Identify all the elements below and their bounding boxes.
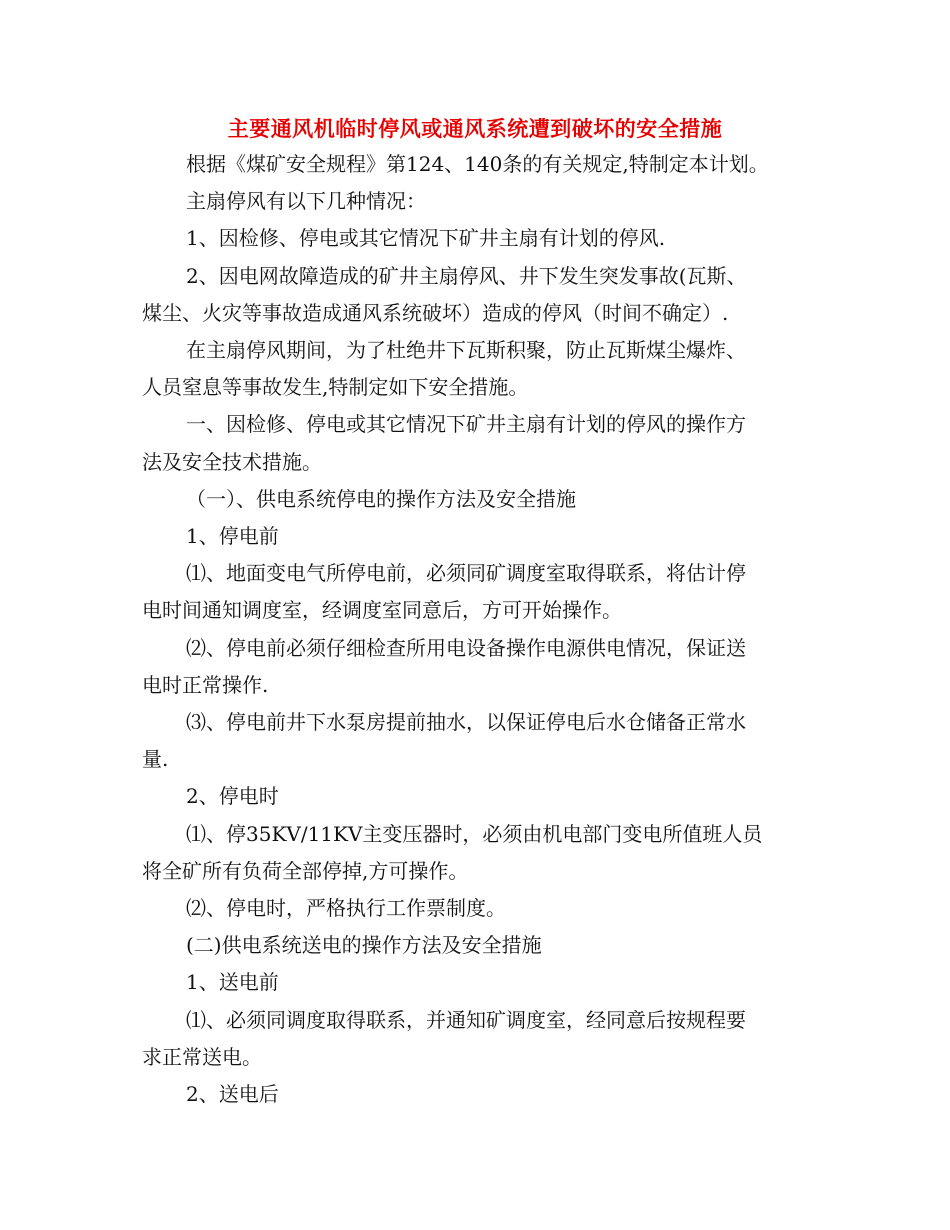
paragraph-line: 2、因电网故障造成的矿井主扇停风、井下发生突发事故(瓦斯、 — [186, 263, 747, 288]
paragraph-line: 人员窒息等事故发生,特制定如下安全措施。 — [142, 375, 529, 400]
paragraph-line: 在主扇停风期间，为了杜绝井下瓦斯积聚，防止瓦斯煤尘爆炸、 — [186, 338, 746, 363]
subsection-heading: (二)供电系统送电的操作方法及安全措施 — [186, 933, 542, 958]
paragraph-line: ⑴、地面变电气所停电前，必须同矿调度室取得联系，将估计停 — [186, 561, 746, 586]
paragraph-line: ⑵、停电前必须仔细检查所用电设备操作电源供电情况，保证送 — [186, 635, 746, 660]
paragraph-line: 主扇停风有以下几种情况： — [186, 189, 426, 214]
item-heading: 2、送电后 — [186, 1082, 279, 1107]
paragraph-line: 求正常送电。 — [142, 1044, 262, 1069]
paragraph-line: 量. — [142, 747, 169, 772]
document-title: 主要通风机临时停风或通风系统遭到破坏的安全措施 — [227, 116, 723, 141]
item-heading: 1、停电前 — [186, 524, 279, 549]
paragraph-line: ⑴、停35KV/11KV主变压器时，必须由机电部门变电所值班人员 — [186, 821, 763, 846]
paragraph-line: 电时正常操作. — [142, 672, 269, 697]
paragraph-line: 1、因检修、停电或其它情况下矿井主扇有计划的停风. — [186, 226, 666, 251]
paragraph-line: 将全矿所有负荷全部停掉,方可操作。 — [142, 858, 469, 883]
paragraph-line: ⑴、必须同调度取得联系，并通知矿调度室，经同意后按规程要 — [186, 1007, 746, 1032]
item-heading: 2、停电时 — [186, 784, 279, 809]
subsection-heading: （一）、供电系统停电的操作方法及安全措施 — [186, 486, 576, 511]
item-heading: 1、送电前 — [186, 970, 279, 995]
paragraph-line: 煤尘、火灾等事故造成通风系统破坏）造成的停风（时间不确定）. — [142, 300, 729, 325]
document-body — [142, 146, 808, 1113]
section-heading: 一、因检修、停电或其它情况下矿井主扇有计划的停风的操作方 — [186, 412, 746, 437]
paragraph-line: 电时间通知调度室，经调度室同意后，方可开始操作。 — [142, 598, 622, 623]
paragraph-line: ⑶、停电前井下水泵房提前抽水，以保证停电后水仓储备正常水 — [186, 710, 746, 735]
section-heading: 法及安全技术措施。 — [142, 449, 322, 474]
paragraph-line: ⑵、停电时，严格执行工作票制度。 — [186, 896, 506, 921]
paragraph-line: 根据《煤矿安全规程》第124、140条的有关规定,特制定本计划。 — [186, 152, 769, 176]
